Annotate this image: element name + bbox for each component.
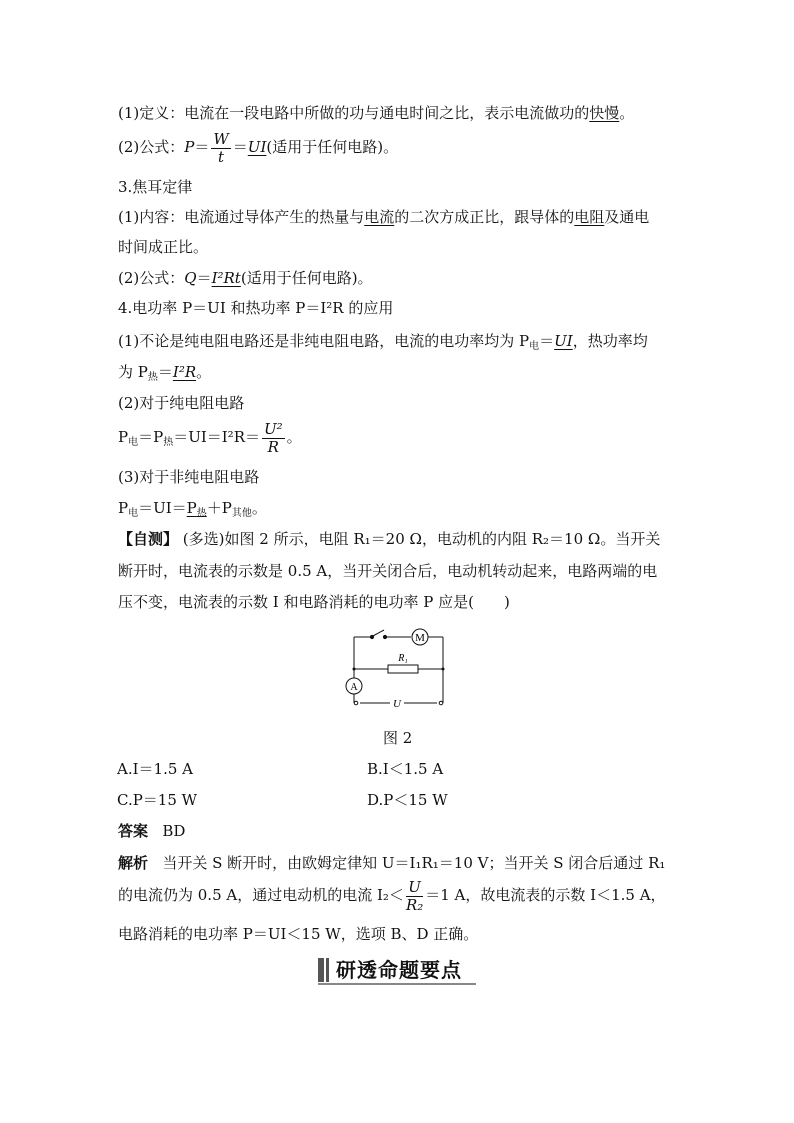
pure-resistance-heading: (2)对于纯电阻电路 bbox=[118, 394, 245, 412]
resistor-symbol bbox=[388, 665, 418, 673]
motor-label: M bbox=[415, 632, 425, 644]
option-d: D.P＜15 W bbox=[367, 791, 448, 809]
section-title: 研透命题要点 bbox=[336, 958, 462, 982]
content-text: 及通电 bbox=[604, 208, 650, 226]
fraction-denominator: R bbox=[267, 437, 279, 456]
punct: 。 bbox=[619, 104, 635, 122]
analysis-text: 的电流仍为 0.5 A，通过电动机的电流 I₂＜ bbox=[118, 886, 404, 904]
equals: ＝ bbox=[196, 269, 212, 287]
joule-content-line-2: 时间成正比。 bbox=[118, 238, 209, 256]
equals: ＝ bbox=[157, 363, 173, 381]
ammeter-label: A bbox=[350, 682, 358, 693]
definition-line bbox=[118, 103, 634, 123]
analysis-line-2 bbox=[118, 876, 666, 914]
subscript: 其他 bbox=[231, 508, 252, 519]
application-text: (1)不论是纯电阻电路还是非纯电阻电路，电流的电功率均为 P bbox=[118, 332, 530, 350]
content-text: (1)内容：电流通过导体产生的热量与 bbox=[118, 208, 365, 226]
power-formula-line bbox=[118, 128, 398, 166]
formula-text: ＝UI＝I²R＝ bbox=[173, 428, 260, 446]
punct: 。 bbox=[286, 428, 302, 446]
fraction-u-over-r2 bbox=[406, 879, 423, 914]
formula-underlined: UI bbox=[247, 138, 267, 156]
section-underline bbox=[318, 983, 476, 985]
subscript: 热 bbox=[147, 372, 158, 383]
self-test-line-3: 压不变，电流表的示数 I 和电路消耗的电功率 P 应是( ) bbox=[118, 593, 510, 611]
joule-content-line bbox=[118, 207, 649, 227]
formula-note: (适用于任何电路)。 bbox=[266, 138, 399, 156]
application-text: 为 P bbox=[118, 363, 148, 381]
equals: ＝ bbox=[539, 332, 555, 350]
joule-formula-line bbox=[118, 268, 373, 288]
application-line-2 bbox=[118, 362, 211, 388]
equals: ＝ bbox=[194, 138, 210, 156]
fraction-w-over-t bbox=[211, 131, 230, 166]
formula-underlined: I²Rt bbox=[211, 269, 241, 287]
equals: ＝ bbox=[232, 138, 248, 156]
formula-text: ＋P bbox=[206, 499, 232, 517]
power-application-heading: 4.电功率 P＝UI 和热功率 P＝I²R 的应用 bbox=[118, 299, 394, 317]
self-test-line-2: 断开时，电流表的示数是 0.5 A，当开关闭合后，电动机转动起来，电路两端的电 bbox=[118, 562, 658, 580]
self-test-text: (多选)如图 2 所示，电阻 R₁＝20 Ω，电动机的内阻 R₂＝10 Ω。当开关 bbox=[182, 530, 661, 548]
option-b: B.I＜1.5 A bbox=[367, 760, 444, 778]
formula-symbol: Q bbox=[184, 269, 197, 287]
fraction-numerator: U² bbox=[264, 419, 283, 438]
subscript: 电 bbox=[128, 508, 139, 519]
formula-text: ＝P bbox=[138, 428, 164, 446]
fraction-u2-over-r bbox=[262, 421, 285, 456]
option-a: A.I＝1.5 A bbox=[117, 760, 193, 778]
definition-text: (1)定义：电流在一段电路中所做的功与通电时间之比，表示电流做功的 bbox=[118, 104, 590, 122]
content-text: 的二次方成正比，跟导体的 bbox=[394, 208, 575, 226]
answer-line bbox=[118, 821, 185, 841]
section-bar-thin-icon bbox=[326, 958, 329, 982]
subscript: 热 bbox=[196, 508, 207, 519]
formula-symbol: P bbox=[118, 428, 129, 446]
joule-law-heading: 3.焦耳定律 bbox=[118, 178, 193, 196]
punct: 。 bbox=[196, 363, 212, 381]
application-line-1 bbox=[118, 331, 648, 357]
subscript: 热 bbox=[163, 437, 174, 448]
analysis-line-1 bbox=[118, 853, 665, 873]
content-underlined-current: 电流 bbox=[364, 208, 395, 226]
pure-resistance-formula bbox=[118, 418, 302, 462]
figure-caption: 图 2 bbox=[383, 729, 413, 747]
formula-underlined bbox=[187, 499, 207, 517]
fraction-denominator: R₂ bbox=[405, 895, 424, 914]
subscript: 电 bbox=[128, 437, 139, 448]
definition-underlined: 快慢 bbox=[589, 104, 620, 122]
section-bar-icon bbox=[318, 958, 324, 982]
formula-text: ＝UI＝ bbox=[138, 499, 187, 517]
content-underlined-resistance: 电阻 bbox=[574, 208, 605, 226]
non-pure-resistance-formula bbox=[118, 498, 267, 524]
punct: 。 bbox=[251, 499, 267, 517]
formula-label: (2)公式： bbox=[118, 138, 185, 156]
application-text: ，热功率均 bbox=[572, 332, 648, 350]
fraction-numerator: U bbox=[406, 879, 423, 897]
voltage-label: U bbox=[393, 698, 401, 710]
formula-symbol: P bbox=[184, 138, 195, 156]
formula-label: (2)公式： bbox=[118, 269, 185, 287]
analysis-label: 解析 bbox=[118, 854, 149, 872]
subscript: 电 bbox=[529, 341, 540, 352]
answer-value: BD bbox=[162, 822, 186, 840]
analysis-text: ＝1 A，故电流表的示数 I＜1.5 A， bbox=[425, 886, 666, 904]
non-pure-resistance-heading: (3)对于非纯电阻电路 bbox=[118, 468, 260, 486]
circuit-diagram bbox=[344, 625, 454, 711]
analysis-text: 当开关 S 断开时，由欧姆定律知 U＝I₁R₁＝10 V；当开关 S 闭合后通过 R₁ bbox=[162, 854, 666, 872]
formula-symbol: P bbox=[186, 499, 197, 517]
formula-note: (适用于任何电路)。 bbox=[240, 269, 373, 287]
analysis-line-3: 电路消耗的电功率 P＝UI＜15 W，选项 B、D 正确。 bbox=[118, 925, 479, 943]
section-header bbox=[318, 956, 476, 984]
application-underlined: I²R bbox=[172, 363, 197, 381]
self-test-tag: 【自测】 bbox=[118, 530, 179, 548]
fraction-numerator: W bbox=[213, 129, 229, 148]
fraction-denominator: t bbox=[218, 147, 225, 166]
option-c: C.P＝15 W bbox=[117, 791, 198, 809]
self-test-line-1 bbox=[118, 529, 660, 549]
application-underlined: UI bbox=[554, 332, 573, 350]
formula-symbol: P bbox=[118, 499, 129, 517]
resistor-label: R₁ bbox=[398, 653, 408, 664]
answer-label: 答案 bbox=[118, 822, 149, 840]
